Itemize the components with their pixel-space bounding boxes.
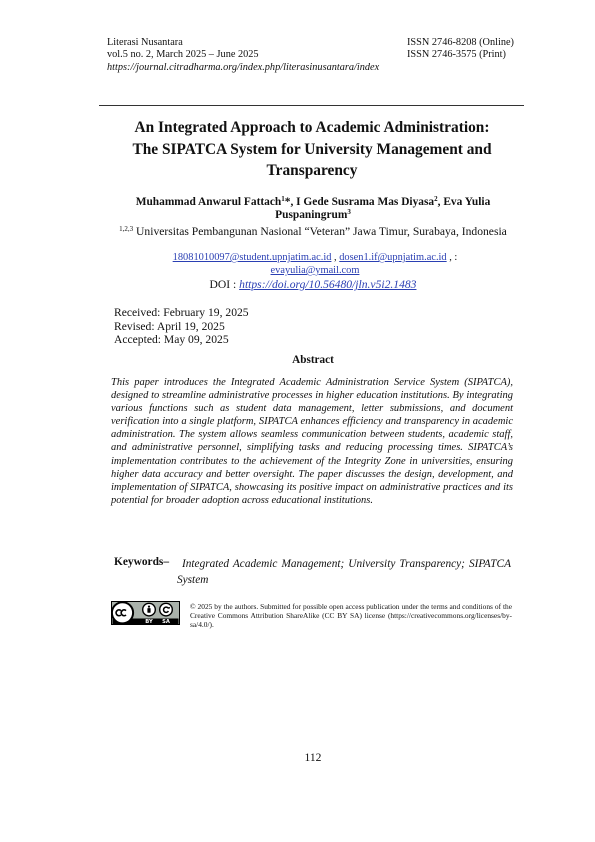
abstract-body: This paper introduces the Integrated Academic Administration Service System (SIPATCA), designed to streamline administrative processes in higher education institutions. By integrating various functions such as student data management, letter submissions, and document verification into a single platform, SIPATCA enhances efficiency and transparency in academic administration. The system allows seamless communication between students, academic staff, and administrative personnel, simplifying tasks and reducing processing times. SIPATCA’s implementation contributes to the achievement of the Integrity Zone in universities, ensuring higher data accuracy and better oversight. The paper discusses the design, development, and implementation of SIPATCA, showcasing its positive impact on administrative practices and its potential for broader adoption across educational institutions. bbox=[111, 377, 513, 506]
date-received: Received: February 19, 2025 bbox=[114, 306, 249, 319]
cc-badge-by-label: BY bbox=[145, 618, 153, 625]
cc-badge-sa-label: SA bbox=[162, 618, 170, 625]
cc-by-sa-badge[interactable] bbox=[111, 601, 180, 625]
header-rule bbox=[99, 105, 524, 106]
author-3: Eva Yulia Puspaningrum bbox=[275, 196, 491, 222]
page-number: 112 bbox=[304, 751, 322, 764]
issn-online: ISSN 2746-8208 (Online) bbox=[407, 37, 514, 48]
author-list: Muhammad Anwarul Fattach$^1$*, I Gede Susrama Mas Diyasa$^2$, Eva Yulia Puspaningrum$^3$ bbox=[135, 195, 491, 222]
journal-url[interactable]: https://journal.citradharma.org/index.php/literasinusantara/index bbox=[107, 61, 380, 73]
date-accepted: Accepted: May 09, 2025 bbox=[114, 333, 229, 347]
license-statement: © 2025 by the authors. Submitted for possible open access publication under the terms and conditions of the Creative Commons Attribution ShareAlike (CC BY SA) license (https://creativecommons.org/licenses/by-sa/4.0/). bbox=[190, 602, 512, 629]
affiliation: $^{1,2,3}$ Universitas Pembangunan Nasional “Veteran” Jawa Timur, Surabaya, Indonesia bbox=[119, 225, 507, 238]
email-link-2[interactable]: dosen1.if@upnjatim.ac.id bbox=[339, 252, 447, 263]
author-1: Muhammad Anwarul Fattach bbox=[135, 196, 282, 208]
doi-link[interactable]: https://doi.org/10.56480/jln.v5i2.1483 bbox=[239, 278, 417, 291]
running-header-right bbox=[407, 37, 514, 62]
abstract-heading: Abstract bbox=[292, 354, 334, 366]
email-link-1[interactable]: 18081010097@student.upnjatim.ac.id bbox=[172, 252, 332, 263]
keywords-label: Keywords– bbox=[114, 556, 170, 568]
journal-volume: vol.5 no. 2, March 2025 – June 2025 bbox=[107, 49, 259, 61]
journal-name: Literasi Nusantara bbox=[107, 37, 183, 48]
keywords-text: Integrated Academic Management; University Transparency; SIPATCA System bbox=[177, 558, 511, 587]
email-link-3[interactable]: evayulia@ymail.com bbox=[270, 265, 360, 276]
submission-dates bbox=[114, 306, 249, 347]
author-emails: 18081010097@student.upnjatim.ac.id , dosen1.if@upnjatim.ac.id , : evayulia@ymail.com bbox=[172, 252, 458, 276]
cc-license-icon bbox=[111, 601, 180, 625]
paper-title: An Integrated Approach to Academic Administration: The SIPATCA System for University Management and Transparency bbox=[132, 119, 492, 179]
author-2: I Gede Susrama Mas Diyasa bbox=[296, 196, 435, 208]
doi-line: DOI : https://doi.org/10.56480/jln.v5i2.1483 bbox=[209, 278, 417, 291]
running-header-left bbox=[107, 37, 379, 74]
issn-print: ISSN 2746-3575 (Print) bbox=[407, 49, 506, 61]
date-revised: Revised: April 19, 2025 bbox=[114, 319, 225, 333]
